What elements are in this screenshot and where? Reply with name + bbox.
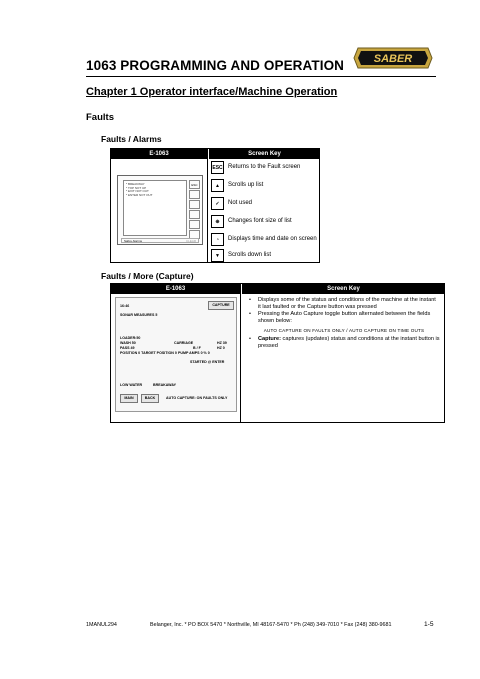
header-rule — [86, 76, 436, 77]
fault-item: * ENTER NOT OUT — [126, 192, 153, 197]
esc-button[interactable]: ESC — [189, 180, 200, 189]
section-title: Faults — [86, 112, 114, 123]
check-button[interactable] — [189, 200, 200, 209]
key-row-scroll-up — [211, 179, 321, 197]
esc-icon: ESC — [211, 161, 224, 174]
faults-more-subtitle: Faults / More (Capture) — [101, 271, 194, 281]
faults-alarms-subtitle: Faults / Alarms — [101, 134, 162, 144]
breakaway-status: BREAKAWAY — [153, 383, 177, 387]
capture-description — [248, 297, 440, 350]
page-number: 1-5 — [424, 621, 434, 628]
key-row-check — [211, 197, 321, 215]
key-row-font — [211, 215, 321, 233]
fault-screen-thumbnail — [117, 175, 203, 245]
screen-footer — [121, 238, 199, 243]
key-row-esc — [211, 161, 321, 179]
clock-button[interactable] — [189, 220, 200, 229]
fault-item: * TOP NOT UP — [126, 185, 147, 190]
pass-value: PASS 49 — [120, 346, 135, 350]
key-description: Returns to the Fault screen — [228, 164, 301, 170]
arrow-up-icon: ▲ — [211, 179, 224, 192]
auto-capture-toggle[interactable]: AUTO CAPTURE: ON FAULTS ONLY — [166, 396, 228, 400]
table-header-left: E-1063 — [111, 284, 240, 294]
table-header-right: Screen Key — [209, 149, 320, 159]
sonar-measures: SONAR MEASURES 5 — [120, 313, 158, 317]
table-header-left: E-1063 — [111, 149, 207, 159]
hz-value: HZ 39 — [217, 341, 227, 345]
capture-definition: captures (updates) status and conditions at the instant button is pressed — [258, 336, 440, 349]
column-divider — [240, 284, 241, 422]
main-button[interactable]: MAIN — [120, 394, 138, 403]
bullet-item: • Pressing the Auto Capture toggle button alternated between the fields shown below: — [248, 311, 440, 325]
clear-button[interactable]: CLEAR — [185, 239, 196, 243]
fault-item: * EXIT NOT OUT — [126, 189, 149, 193]
scroll-up-button[interactable] — [189, 190, 200, 199]
footer-doc-id: 1MANUL294 — [86, 622, 117, 628]
position-value: POSITION 0 TARGET POSITION 0 — [120, 351, 177, 355]
wash-value: WASH 50 — [120, 341, 136, 345]
page-header-title: 1063 PROGRAMMING AND OPERATION — [86, 58, 345, 73]
back-button[interactable]: BACK — [141, 394, 159, 403]
fault-item: * BREAKWAY — [126, 182, 145, 186]
font-size-icon: ⊕ — [211, 215, 224, 228]
bullet-item — [248, 336, 440, 350]
table-header-right: Screen Key — [242, 284, 445, 294]
key-description: Scrolls up list — [228, 182, 264, 188]
saber-logo — [352, 46, 434, 70]
column-divider — [207, 149, 208, 262]
auto-capture-options: AUTO CAPTURE ON FAULTS ONLY / AUTO CAPTURE ON TIME OUTS — [263, 328, 425, 333]
checkmark-icon: ✓ — [211, 197, 224, 210]
pump-amps-value: PUMP AMPS 0 % 0 — [178, 351, 210, 355]
started-status: STARTED @ ENTER — [190, 360, 225, 364]
loader-value: LOADER:50 — [120, 336, 141, 340]
font-size-button[interactable] — [189, 210, 200, 219]
screen-side-buttons — [189, 180, 201, 240]
capture-term: Capture: — [258, 336, 281, 342]
carriage-label: CARRIAGE — [174, 341, 194, 345]
key-description: Changes font size of list — [228, 218, 292, 224]
faults-more-table — [110, 283, 445, 423]
screen-footer-label: Sabre Alarms — [124, 239, 143, 243]
footer-address: Belanger, Inc. * PO BOX 5470 * Northville, MI 48167-5470 * Ph (248) 349-7010 * Fax (248) 380-9681 — [150, 622, 392, 628]
key-description: Not used — [228, 200, 253, 206]
key-description: Scrolls down list — [228, 252, 272, 258]
bf-label: B / F — [193, 346, 201, 350]
key-description: Displays time and date on screen — [228, 236, 317, 242]
chapter-title: Chapter 1 Operator interface/Machine Operation — [86, 86, 338, 98]
clock-icon: ◔ — [211, 233, 224, 246]
logo-text: SABER — [373, 53, 413, 65]
capture-screen-thumbnail — [115, 297, 237, 412]
bullet-item: • Displays some of the status and conditions of the machine at the instant it last faulted or the Capture button was pressed — [248, 297, 440, 311]
hz2-value: HZ 0 — [217, 346, 225, 350]
faults-alarms-table — [110, 148, 320, 263]
capture-button[interactable]: CAPTURE — [208, 301, 234, 310]
screen-time: 16:46 — [120, 304, 130, 308]
low-water-status: LOW WATER — [120, 383, 143, 387]
arrow-down-icon: ▼ — [211, 249, 224, 262]
key-row-scroll-down — [211, 249, 321, 267]
fault-list — [123, 180, 187, 236]
